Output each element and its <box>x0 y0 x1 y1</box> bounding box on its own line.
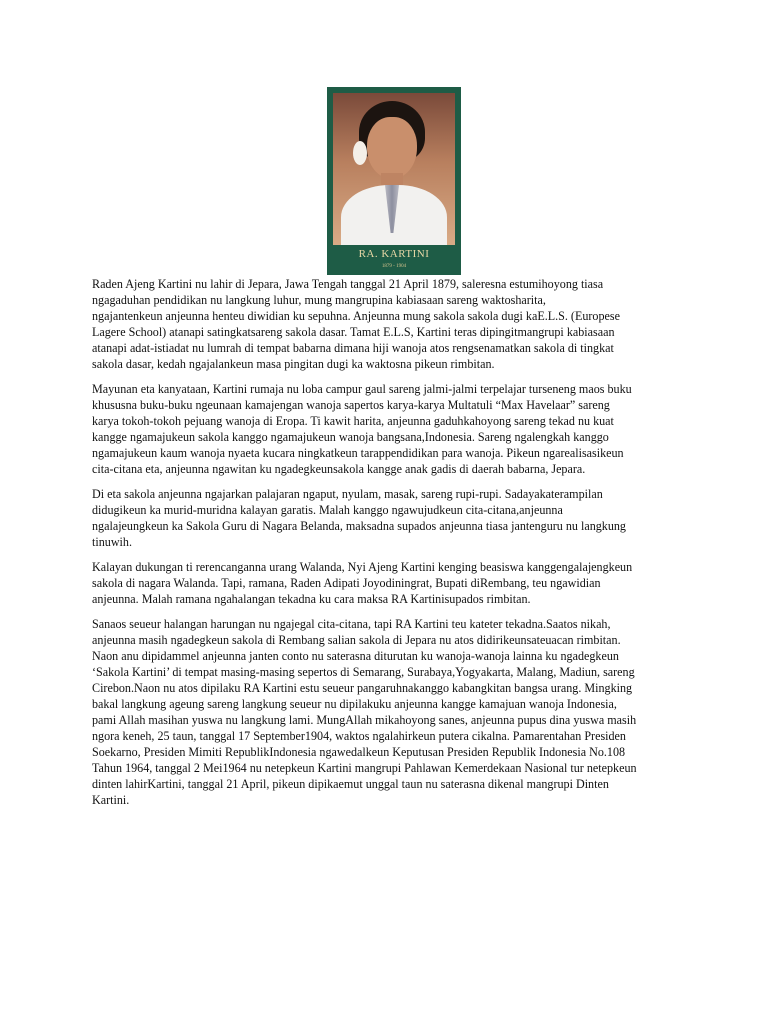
paragraph-line: Kartini. <box>92 793 130 807</box>
article-body <box>92 276 678 817</box>
paragraph-line: Raden Ajeng Kartini nu lahir di Jepara, Jawa Tengah tanggal 21 April 1879, saleresna estumihoyong tiasa <box>92 277 604 291</box>
paragraph-line: anjeunna masih ngadegkeun sakola di Rembang salian sakola di Jepara nu atos didirikeunsateuacan rimbitan. <box>92 633 621 647</box>
paragraph-line: khususna buku-buku ngeunaan kamajengan wanoja sapertos karya-karya Multatuli “Max Havelaar” sareng <box>92 398 610 412</box>
paragraph <box>92 616 678 808</box>
paragraph-line: ngalajeungkeun ka Sakola Guru di Nagara Belanda, maksadna supados anjeunna tiasa jantenguru nu langkung <box>92 519 626 533</box>
paragraph <box>92 559 678 607</box>
paragraph-line: atanapi adat-istiadat nu lumrah di tempat babarna dimana hiji wanoja atos rengsenamatkan sakola di tingkat <box>92 341 614 355</box>
paragraph-line: anjeunna. Malah ramana ngahalangan tekadna ku cara maksa RA Kartinisupados rimbitan. <box>92 592 531 606</box>
paragraph-line: ngagaduhan pendidikan nu langkung luhur, mung mangrupina kabiasaan sareng waktosharita, <box>92 293 546 307</box>
paragraph-line: cita-citana eta, anjeunna ngawitan ku ngadegkeunsakola kangge anak gadis di daerah babarna, Jepara. <box>92 462 586 476</box>
paragraph-line: Di eta sakola anjeunna ngajarkan palajaran ngaput, nyulam, masak, sareng rupi-rupi. Sadayakaterampilan <box>92 487 603 501</box>
paragraph-line: kangge ngamajukeun sakola kanggo ngamajukeun wanoja bangsana,Indonesia. Sareng ngalengkah kanggo <box>92 430 609 444</box>
paragraph-line: bakal langkung ageung sareng langkung seueur nu dipilakuku anjeunna kangge kamajuan wanoja Indonesia, <box>92 697 617 711</box>
paragraph-line: ngajantenkeun anjeunna henteu diwidian ku sepuhna. Anjeunna mung sakola sakola dugi kaE.L.S. (Europese <box>92 309 620 323</box>
paragraph-line: sakola dasar, kedah ngajalankeun masa pingitan dugi ka waktosna pikeun rimbitan. <box>92 357 495 371</box>
portrait-photo <box>333 93 455 245</box>
portrait-image <box>327 87 461 275</box>
portrait-years: 1879 - 1904 <box>381 264 407 269</box>
paragraph-line: ‘Sakola Kartini’ di tempat masing-masing sepertos di Semarang, Surabaya,Yogyakarta, Malang, Madiun, sareng <box>92 665 635 679</box>
paragraph-line: Naon anu dipidammel anjeunna janten conto nu saterasna diturutan ku wanoja-wanoja lainna ku ngadegkeun <box>92 649 619 663</box>
paragraph-line: tinuwih. <box>92 535 132 549</box>
paragraph-line: dinten lahirKartini, tanggal 21 April, pikeun dipikaemut unggal taun nu saterasna dikenal mangrupi Dinten <box>92 777 609 791</box>
paragraph-line: Sanaos seueur halangan harungan nu ngajegal cita-citana, tapi RA Kartini teu kateter tekadna.Saatos nikah, <box>92 617 611 631</box>
paragraph-line: pami Allah masihan yuswa nu langkung lami. MungAllah mikahoyong sanes, anjeunna pupus dina yuswa masih <box>92 713 637 727</box>
paragraph <box>92 381 678 477</box>
paragraph-line: Tahun 1964, tanggal 2 Mei1964 nu netepkeun Kartini mangrupi Pahlawan Kemerdekaan Nasional tur netepkeun <box>92 761 637 775</box>
paragraph-line: Soekarno, Presiden Mimiti RepublikIndonesia ngawedalkeun Keputusan Presiden Republik Indonesia No.108 <box>92 745 626 759</box>
paragraph-line: karya tokoh-tokoh pejuang wanoja di Eropa. Ti kawit harita, anjeunna gaduhkahoyong sareng tekad nu kuat <box>92 414 614 428</box>
paragraph-line: didugikeun ka murid-muridna kalayan garatis. Malah kanggo ngawujudkeun cita-citana,anjeunna <box>92 503 563 517</box>
paragraph-line: Lagere School) atanapi satingkatsareng sakola dasar. Tamat E.L.S, Kartini teras dipingitmangrupi kabiasaan <box>92 325 615 339</box>
paragraph-line: Kalayan dukungan ti rerencanganna urang Walanda, Nyi Ajeng Kartini kenging beasiswa kanggengalajengkeun <box>92 560 633 574</box>
photo-flower <box>353 141 367 165</box>
portrait-caption: RA. KARTINI <box>358 248 430 260</box>
paragraph-line: ngamajukeun kaum wanoja nyaeta kucara ningkatkeun tarappendidikan para wanoja. Pikeun ngarealisasikeun <box>92 446 624 460</box>
paragraph <box>92 276 678 372</box>
paragraph-line: sakola di nagara Walanda. Tapi, ramana, Raden Adipati Joyodiningrat, Bupati diRembang, teu ngawidian <box>92 576 601 590</box>
paragraph-line: Cirebon.Naon nu atos dipilaku RA Kartini estu seueur pangaruhnakanggo kabangkitan bangsa urang. Mingking <box>92 681 633 695</box>
photo-face <box>367 117 417 179</box>
paragraph-line: ngora keneh, 25 taun, tanggal 17 September1904, waktos ngalahirkeun putera cikalna. Pamarentahan Presiden <box>92 729 626 743</box>
paragraph-line: Mayunan eta kanyataan, Kartini rumaja nu loba campur gaul sareng jalmi-jalmi terpelajar turseneng maos buku <box>92 382 632 396</box>
paragraph <box>92 486 678 550</box>
